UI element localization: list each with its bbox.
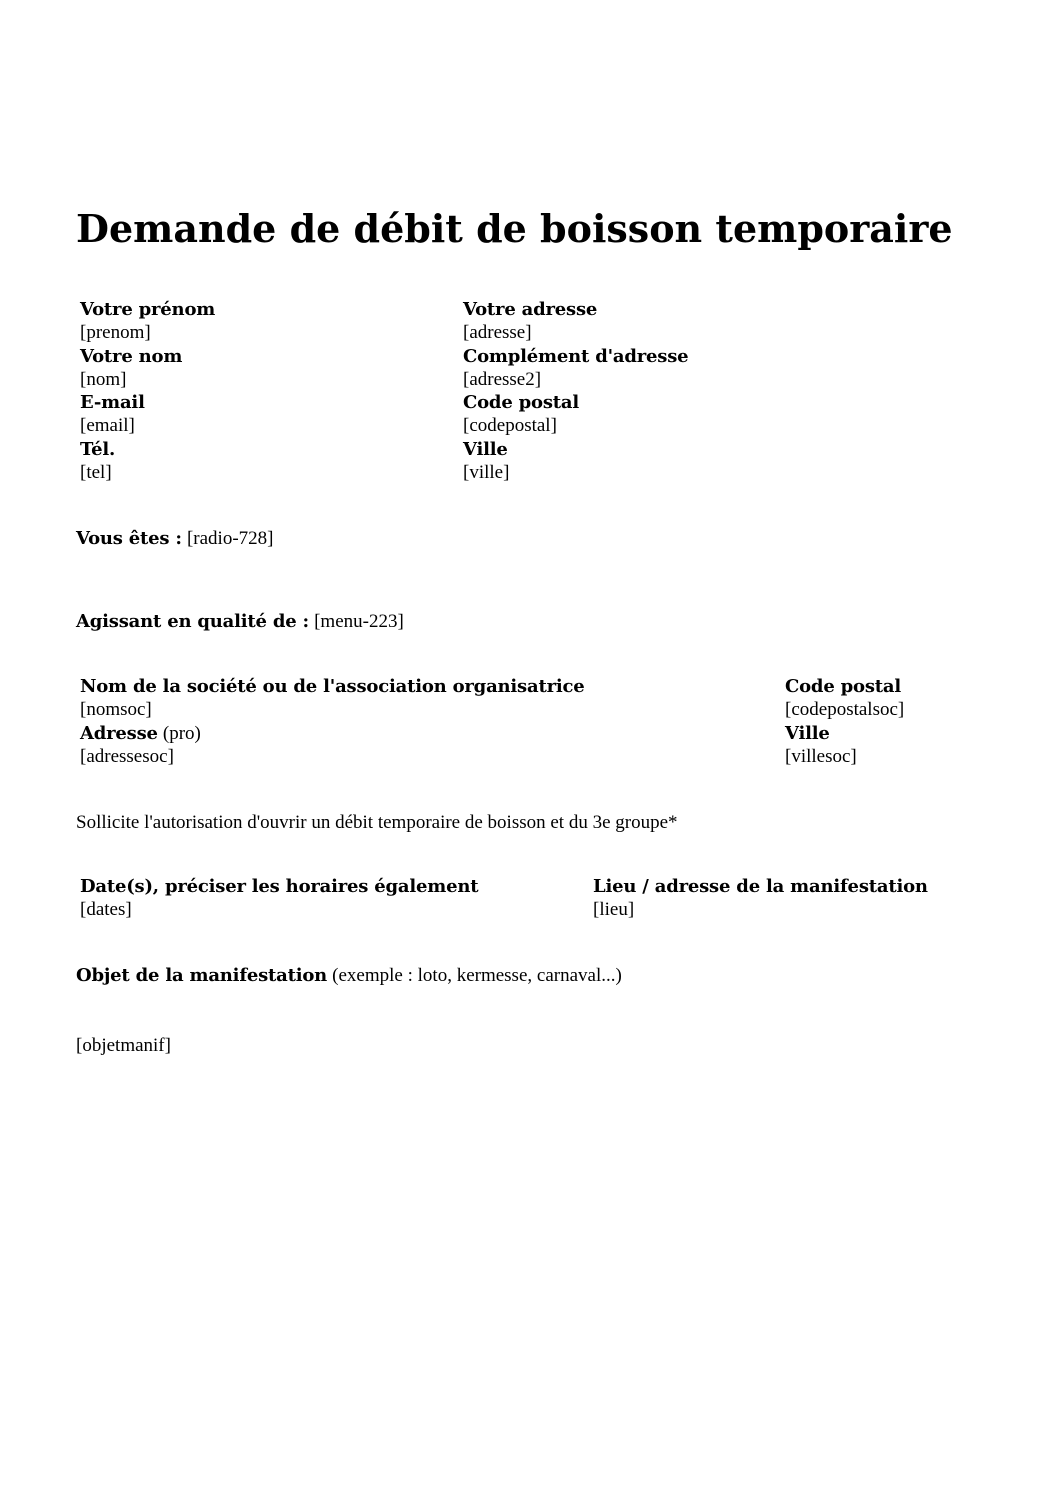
adressesoc-label: Adresse: [80, 722, 158, 744]
dates-block: [80, 875, 478, 922]
adresse-field[interactable]: [adresse]: [463, 322, 532, 343]
qualite-label: Agissant en qualité de :: [76, 611, 309, 632]
organisation-left-column: [80, 675, 585, 768]
tel-label: Tél.: [80, 438, 116, 460]
villesoc-field[interactable]: [villesoc]: [785, 745, 857, 767]
lieu-field[interactable]: [lieu]: [593, 899, 635, 920]
dates-label: Date(s), préciser les horaires également: [80, 876, 479, 897]
adressesoc-label-row: [80, 722, 585, 745]
lieu-block: [593, 875, 928, 922]
codepostalsoc-field[interactable]: [codepostalsoc]: [785, 699, 905, 720]
codepostalsoc-label: Code postal: [785, 676, 901, 697]
objetmanif-field[interactable]: [objetmanif]: [76, 1035, 171, 1056]
nom-label: Votre nom: [80, 345, 183, 367]
organisation-right-column: [785, 675, 904, 768]
prenom-label: Votre prénom: [80, 299, 216, 320]
qualite-menu[interactable]: [menu-223]: [314, 611, 404, 632]
codepostal-label: Code postal: [463, 392, 579, 413]
prenom-field[interactable]: [prenom]: [80, 322, 151, 343]
email-label: E-mail: [80, 392, 145, 413]
objet-label: Objet de la manifestation: [76, 965, 328, 986]
adresse-label: Votre adresse: [463, 299, 598, 320]
email-field[interactable]: [email]: [80, 415, 135, 436]
adresse2-field[interactable]: [adresse2]: [463, 368, 542, 390]
tel-field[interactable]: [tel]: [80, 461, 112, 483]
adresse2-label: Complément d'adresse: [463, 345, 689, 367]
dates-field[interactable]: [dates]: [80, 899, 132, 920]
nomsoc-field[interactable]: [nomsoc]: [80, 699, 152, 720]
nom-field[interactable]: [nom]: [80, 368, 127, 390]
villesoc-label: Ville: [785, 722, 830, 744]
objet-row: [76, 964, 622, 988]
sollicite-text: Sollicite l'autorisation d'ouvrir un débit temporaire de boisson et du 3e groupe*: [76, 812, 678, 833]
vous-etes-label: Vous êtes :: [76, 528, 182, 549]
ville-field[interactable]: [ville]: [463, 461, 510, 483]
adressesoc-suffix: (pro): [162, 722, 201, 744]
objet-hint: (exemple : loto, kermesse, carnaval...): [332, 965, 622, 986]
vous-etes-radio[interactable]: [radio-728]: [186, 528, 274, 549]
ville-label: Ville: [463, 438, 508, 460]
adressesoc-field[interactable]: [adressesoc]: [80, 745, 174, 767]
codepostal-field[interactable]: [codepostal]: [463, 415, 557, 436]
personal-right-column: [463, 298, 688, 484]
lieu-label: Lieu / adresse de la manifestation: [593, 876, 928, 897]
nomsoc-label: Nom de la société ou de l'association organisatrice: [80, 676, 585, 697]
page-title: Demande de débit de boisson temporaire: [76, 206, 953, 251]
qualite-row: [76, 610, 404, 634]
vous-etes-row: [76, 527, 274, 551]
personal-left-column: [80, 298, 215, 484]
